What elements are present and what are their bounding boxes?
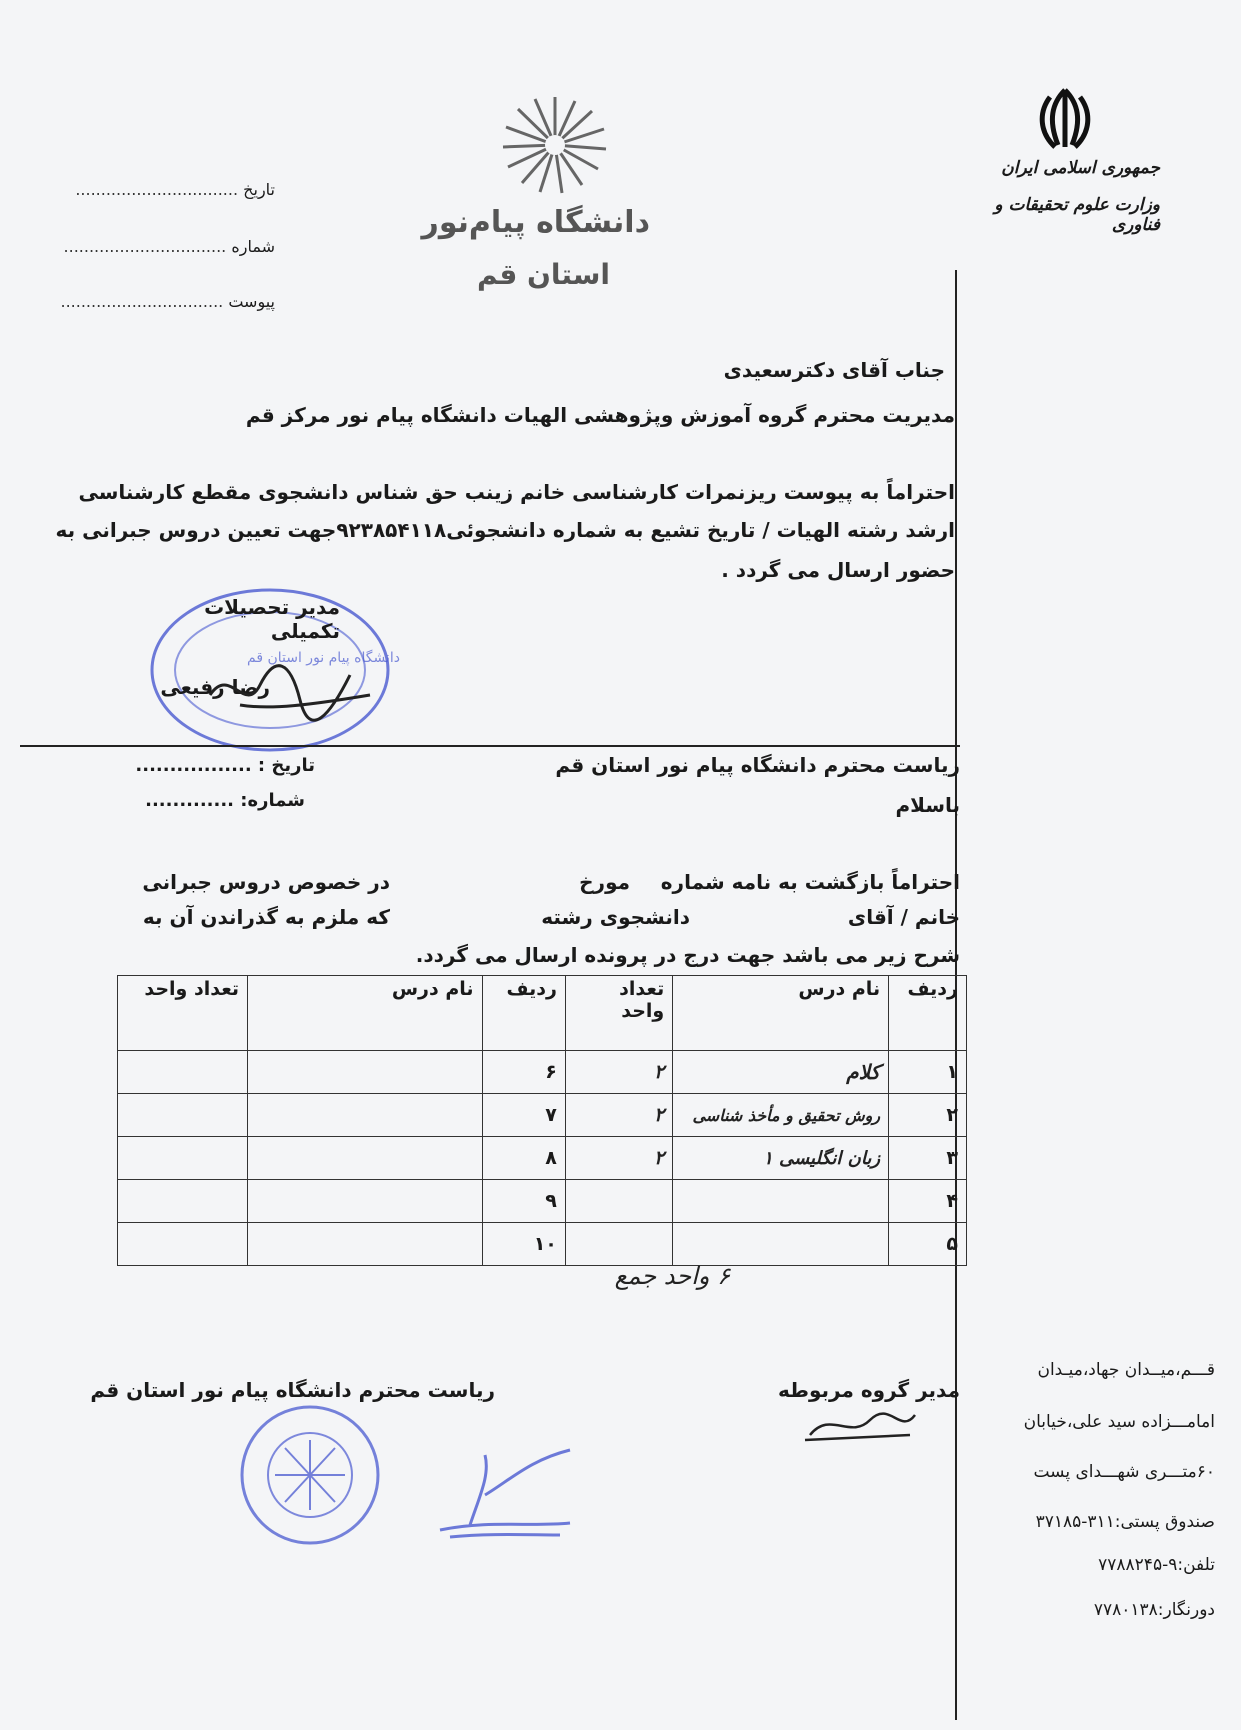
table-row: [118, 1094, 967, 1137]
horizontal-divider: [20, 745, 960, 747]
row-number: ۱: [889, 1051, 967, 1094]
row-number: ۷: [482, 1094, 565, 1137]
col-course-1: نام درس: [673, 976, 889, 1051]
course-name: [673, 1180, 889, 1223]
course-name: کلام: [673, 1051, 889, 1094]
reply-line2-c: که ملزم به گذراندن آن به: [142, 905, 390, 929]
number-label: شماره: [231, 237, 275, 256]
fax-number: دورنگار:۷۷۸۰۱۳۸: [1093, 1600, 1215, 1620]
col-row-2: ردیف: [482, 976, 565, 1051]
attachment-label: پیوست: [228, 292, 275, 311]
row-number: ۸: [482, 1137, 565, 1180]
col-units-1: تعداد واحد: [565, 976, 672, 1051]
course-name: زبان انگلیسی ۱: [673, 1137, 889, 1180]
address-line-3: ۶۰متـــری شهـــدای پست: [1033, 1462, 1215, 1482]
course-name: [248, 1094, 482, 1137]
row-number: ۳: [889, 1137, 967, 1180]
university-logo-icon: [500, 95, 610, 195]
ministry-name: وزارت علوم تحقیقات و فناوری: [994, 195, 1160, 235]
date-label: تاریخ: [243, 180, 275, 199]
signature-icon: [200, 655, 380, 730]
body-line-3: حضور ارسال می گردد .: [721, 558, 955, 582]
course-units: ۲: [565, 1051, 672, 1094]
col-row-1: ردیف: [889, 976, 967, 1051]
body-line-2: ارشد رشته الهیات / تاریخ تشیع به شماره دانشجوئی۹۲۳۸۵۴۱۱۸جهت تعیین دروس جبرانی به: [55, 518, 955, 542]
province-name: استان قم: [476, 258, 610, 291]
total-units-note: ۶ واحد جمع: [614, 1262, 730, 1290]
course-name: [673, 1223, 889, 1266]
reply-line3: شرح زیر می باشد جهت درج در پرونده ارسال می گردد.: [415, 943, 960, 967]
reply-line1-b: مورخ: [579, 870, 630, 894]
signer-title: مدیر تحصیلات تکمیلی: [204, 595, 340, 643]
row-number: ۱۰: [482, 1223, 565, 1266]
row-number: ۲: [889, 1094, 967, 1137]
number-field: [40, 237, 275, 256]
course-units: [118, 1180, 248, 1223]
table-row: [118, 1051, 967, 1094]
row-number: ۹: [482, 1180, 565, 1223]
course-name: [248, 1223, 482, 1266]
postal-box: صندوق پستی:۳۱۱-۳۷۱۸۵: [1035, 1512, 1215, 1532]
course-units: ۲: [565, 1137, 672, 1180]
row-number: ۴: [889, 1180, 967, 1223]
reply-date: تاریخ : .................: [135, 755, 315, 776]
course-units: [118, 1223, 248, 1266]
number-value: ................................: [63, 237, 227, 256]
country-name: جمهوری اسلامی ایران: [1001, 158, 1160, 178]
reply-line1-a: احتراماً بازگشت به نامه شماره: [660, 870, 960, 894]
stamp-text: دانشگاه پیام نور استان قم: [247, 650, 400, 666]
president-title: ریاست محترم دانشگاه پیام نور استان قم: [90, 1378, 495, 1402]
courses-table: [117, 975, 967, 1266]
reply-line2-b: دانشجوی رشته: [541, 905, 690, 929]
date-value: ................................: [75, 180, 239, 199]
recipient-title: مدیریت محترم گروه آموزش وپژوهشی الهیات دانشگاه پیام نور مرکز قم: [245, 403, 955, 427]
signer-name: رضا رفیعی: [160, 675, 270, 699]
address-line-2: امامـــزاده سید علی،خیابان: [1023, 1412, 1215, 1432]
phone-number: تلفن:۹-۷۷۸۸۲۴۵: [1098, 1555, 1215, 1575]
reply-line1-c: در خصوص دروس جبرانی: [142, 870, 390, 894]
president-signature-icon: [430, 1435, 580, 1545]
row-number: ۶: [482, 1051, 565, 1094]
group-head-title: مدیر گروه مربوطه: [778, 1378, 960, 1402]
address-line-1: قـــم،میــدان جهاد،میـدان: [1037, 1360, 1215, 1380]
course-units: ۲: [565, 1094, 672, 1137]
greeting: باسلام: [895, 793, 960, 817]
course-units: [118, 1137, 248, 1180]
reply-line2-a: خانم / آقای: [847, 905, 960, 929]
group-head-signature-icon: [800, 1405, 920, 1445]
table-row: [118, 1180, 967, 1223]
body-line-1: احتراماً به پیوست ریزنمرات کارشناسی خانم زینب حق شناس دانشجوی مقطع کارشناسی: [78, 480, 955, 504]
course-units: [118, 1051, 248, 1094]
attachment-value: ................................: [60, 292, 224, 311]
course-units: [565, 1180, 672, 1223]
university-seal-icon: [225, 1400, 405, 1550]
course-name: [248, 1137, 482, 1180]
row-number: ۵: [889, 1223, 967, 1266]
recipient-name: جناب آقای دکترسعیدی: [723, 358, 945, 382]
reply-number: شماره: .............: [145, 790, 305, 811]
course-units: [565, 1223, 672, 1266]
course-name: [248, 1180, 482, 1223]
course-name: روش تحقیق و مأخذ شناسی: [673, 1094, 889, 1137]
col-units-2: تعداد واحد: [118, 976, 248, 1051]
table-row: [118, 1137, 967, 1180]
course-name: [248, 1051, 482, 1094]
col-course-2: نام درس: [248, 976, 482, 1051]
attachment-field: [40, 292, 275, 311]
university-name: دانشگاه پیام‌نور: [421, 205, 650, 240]
course-units: [118, 1094, 248, 1137]
table-row: [118, 1223, 967, 1266]
date-field: [40, 180, 275, 199]
iran-emblem-icon: [1030, 85, 1100, 155]
table-header-row: [118, 976, 967, 1051]
reply-recipient: ریاست محترم دانشگاه پیام نور استان قم: [555, 753, 960, 777]
